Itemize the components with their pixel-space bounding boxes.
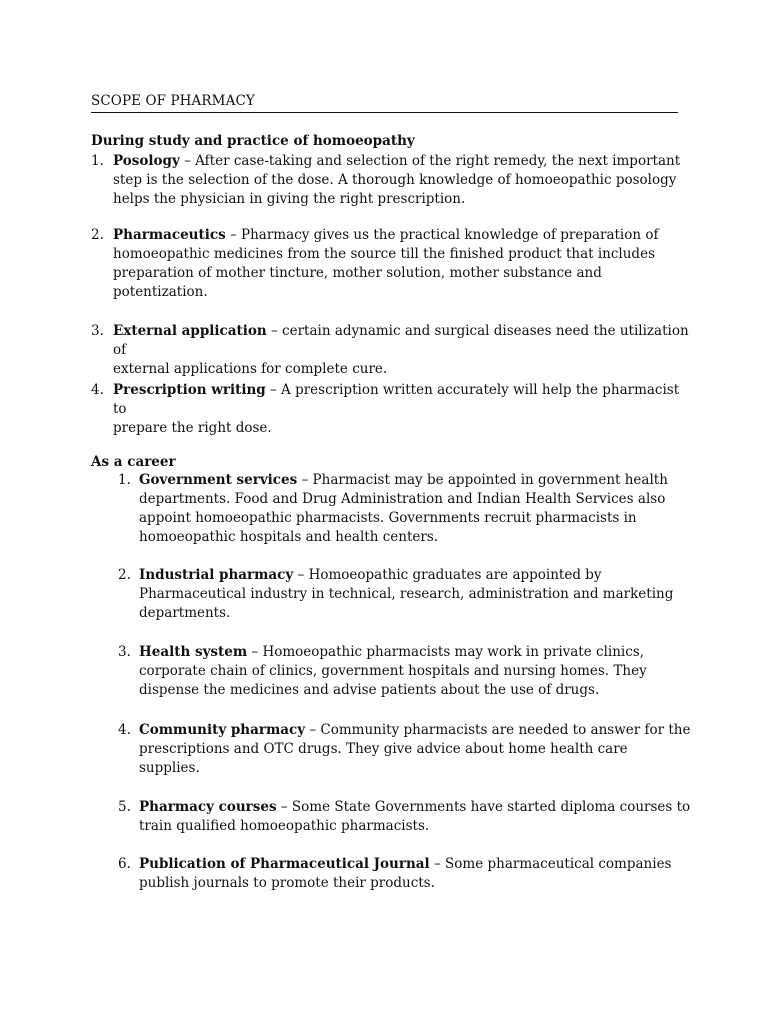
list-item-term: Government services bbox=[139, 472, 298, 488]
list-item-term: Posology bbox=[113, 153, 180, 169]
list-item-text bbox=[139, 643, 694, 700]
list-item bbox=[118, 721, 693, 781]
list-item-line: – Pharmacist may be appointed in government health bbox=[297, 472, 668, 488]
list-item bbox=[118, 798, 693, 838]
list-item-line: dispense the medicines and advise patients about the use of drugs. bbox=[139, 682, 600, 698]
list-item-text bbox=[139, 855, 694, 893]
list-item-number: 1. bbox=[91, 153, 104, 169]
list-item-term: Pharmacy courses bbox=[139, 799, 277, 815]
list-item bbox=[91, 152, 691, 212]
list-item-term: Health system bbox=[139, 644, 248, 660]
list-item-number: 4. bbox=[91, 382, 104, 398]
page-title: SCOPE OF PHARMACY bbox=[91, 93, 255, 109]
list-item-line: – Some State Governments have started diploma courses to bbox=[276, 799, 691, 815]
list-item-line: prepare the right dose. bbox=[113, 420, 272, 436]
list-item-line: supplies. bbox=[139, 760, 200, 776]
list-item-line: – Community pharmacists are needed to answer for the bbox=[305, 722, 691, 738]
list-item-line: departments. Food and Drug Administration and Indian Health Services also bbox=[139, 491, 666, 507]
list-item-line: step is the selection of the dose. A thorough knowledge of homoeopathic posology bbox=[113, 172, 677, 188]
list-item-line: – A prescription written accurately will help the pharmacist to bbox=[113, 382, 680, 417]
list-item bbox=[118, 566, 693, 626]
list-item bbox=[118, 471, 693, 549]
list-item-line: publish journals to promote their products. bbox=[139, 875, 435, 891]
list-item-line: external applications for complete cure. bbox=[113, 361, 388, 377]
list-item-line: – certain adynamic and surgical diseases need the utilization of bbox=[113, 323, 689, 358]
list-item-line: helps the physician in giving the right prescription. bbox=[113, 191, 466, 207]
list-item-line: departments. bbox=[139, 605, 231, 621]
list-item-line: – Some pharmaceutical companies bbox=[429, 856, 672, 872]
section-heading-as-a-career: As a career bbox=[91, 454, 176, 470]
list-item-term: Pharmaceutics bbox=[113, 227, 226, 243]
list-item-text bbox=[139, 566, 694, 623]
list-item-line: preparation of mother tincture, mother solution, mother substance and bbox=[113, 265, 602, 281]
list-item-line: appoint homoeopathic pharmacists. Governments recruit pharmacists in bbox=[139, 510, 637, 526]
list-item bbox=[118, 855, 693, 895]
list-item-line: – Pharmacy gives us the practical knowledge of preparation of bbox=[225, 227, 659, 243]
list-item bbox=[91, 226, 691, 304]
list-item-term: Prescription writing bbox=[113, 382, 266, 398]
list-item-number: 3. bbox=[91, 323, 104, 339]
list-item-line: prescriptions and OTC drugs. They give advice about home health care bbox=[139, 741, 628, 757]
list-item-line: homoeopathic hospitals and health centers. bbox=[139, 529, 439, 545]
list-item-line: – Homoeopathic pharmacists may work in private clinics, bbox=[247, 644, 644, 660]
list-item-line: homoeopathic medicines from the source till the finished product that includes bbox=[113, 246, 655, 262]
list-item-text bbox=[139, 721, 694, 778]
list-item-number: 2. bbox=[118, 567, 131, 583]
list-item-text bbox=[113, 152, 693, 209]
title-underline bbox=[91, 112, 678, 113]
list-item-line: potentization. bbox=[113, 284, 208, 300]
section-heading-study-practice: During study and practice of homoeopathy bbox=[91, 133, 415, 149]
list-item-line: – Homoeopathic graduates are appointed by bbox=[293, 567, 602, 583]
list-item-text bbox=[113, 322, 693, 379]
list-item-term: Industrial pharmacy bbox=[139, 567, 294, 583]
list-item-number: 1. bbox=[118, 472, 131, 488]
list-item-term: Community pharmacy bbox=[139, 722, 306, 738]
list-item-text bbox=[139, 798, 694, 836]
list-item bbox=[91, 322, 691, 377]
list-item-line: – After case-taking and selection of the right remedy, the next important bbox=[179, 153, 681, 169]
list-item-number: 3. bbox=[118, 644, 131, 660]
list-item-text bbox=[113, 381, 693, 438]
list-item-term: Publication of Pharmaceutical Journal bbox=[139, 856, 430, 872]
list-item-text bbox=[113, 226, 693, 302]
list-item-number: 5. bbox=[118, 799, 131, 815]
list-item bbox=[118, 643, 693, 703]
list-item-number: 4. bbox=[118, 722, 131, 738]
list-item-text bbox=[139, 471, 694, 547]
list-item bbox=[91, 381, 691, 436]
list-item-line: train qualified homoeopathic pharmacists. bbox=[139, 818, 430, 834]
list-item-line: corporate chain of clinics, government hospitals and nursing homes. They bbox=[139, 663, 647, 679]
list-item-number: 2. bbox=[91, 227, 104, 243]
list-item-term: External application bbox=[113, 323, 267, 339]
list-item-line: Pharmaceutical industry in technical, research, administration and marketing bbox=[139, 586, 674, 602]
list-item-number: 6. bbox=[118, 856, 131, 872]
